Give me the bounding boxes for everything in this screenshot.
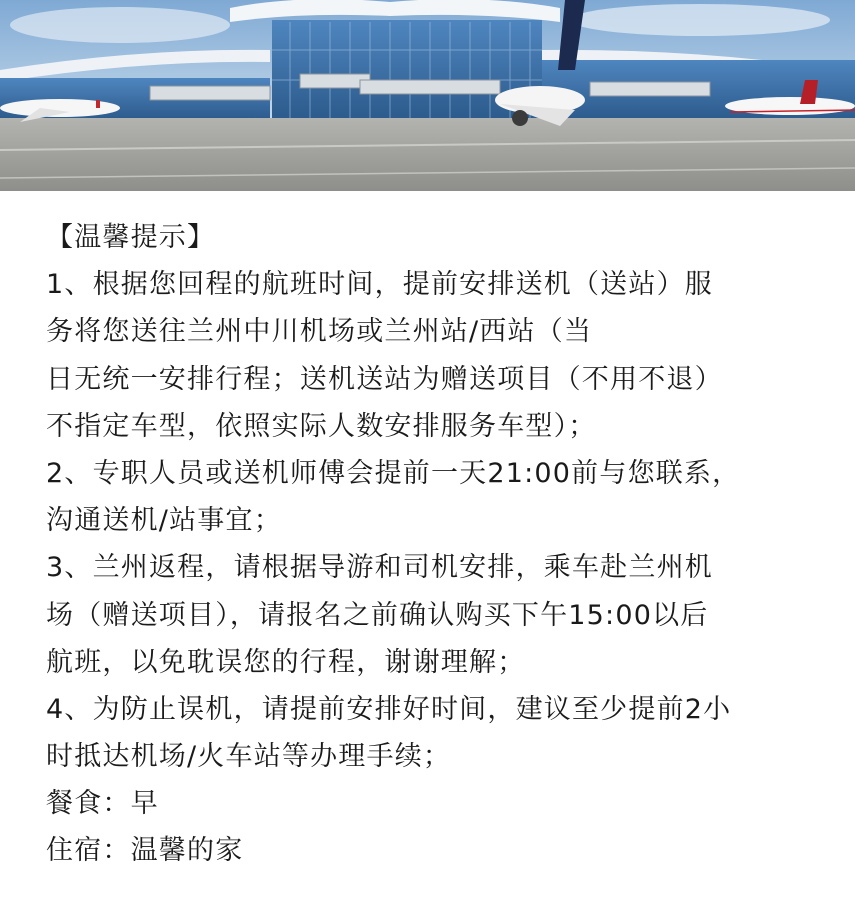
notice-line: 日无统一安排行程；送机送站为赠送项目（不用不退） [46,363,723,395]
notice-line: 沟通送机/站事宜； [46,505,282,537]
accommodation-line: 住宿：温馨的家 [46,835,244,867]
meals-line: 餐食：早 [46,788,159,820]
airport-terminal-photo [0,0,855,191]
notice-line: 1、根据您回程的航班时间，提前安排送机（送站）服 [46,269,713,301]
notice-line: 时抵达机场/火车站等办理手续； [46,741,452,773]
notice-line: 2、专职人员或送机师傅会提前一天21:00前与您联系， [46,457,741,489]
notice-line: 3、兰州返程，请根据导游和司机安排，乘车赴兰州机 [46,552,713,584]
notice-text [46,214,836,875]
notice-line: 不指定车型，依照实际人数安排服务车型）； [46,410,597,442]
notice-line: 4、为防止误机，请提前安排好时间，建议至少提前2小 [46,693,732,725]
notice-line: 航班，以免耽误您的行程，谢谢理解； [46,646,526,678]
notice-line: 务将您送往兰州中川机场或兰州站/西站（当 [46,316,593,348]
notice-line: 场（赠送项目），请报名之前确认购买下午15:00以后 [46,599,709,631]
notice-heading: 【温馨提示】 [46,222,216,253]
